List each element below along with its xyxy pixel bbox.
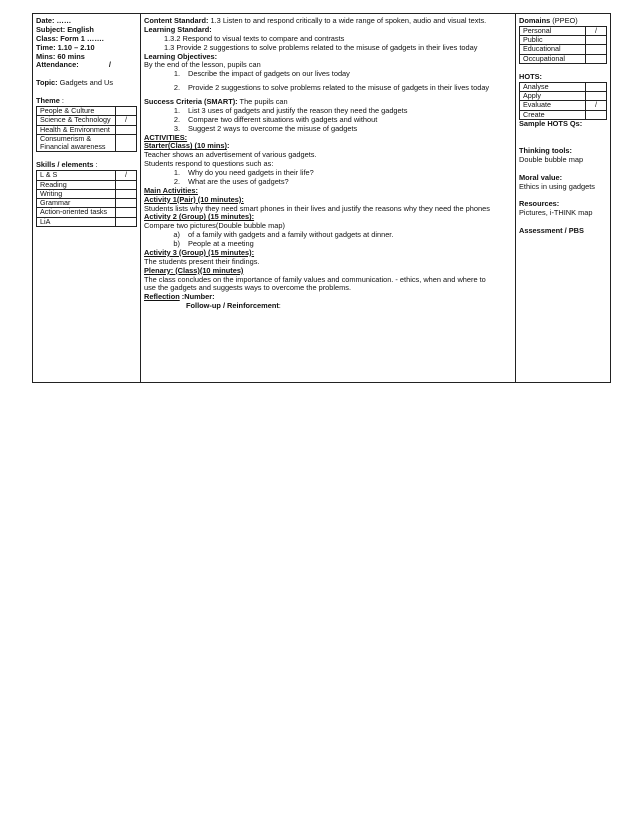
moral-value-label: Moral value: [519,172,563,182]
skills-label: Skills / elements [36,160,94,170]
activity-2-text: Compare two pictures(Double bubble map) [144,221,285,231]
activity-1-label: Activity 1(Pair) (10 minutes): [144,194,244,204]
list-number: 3. [173,123,180,133]
topic-field [36,79,137,88]
domains-label: Domains [519,16,551,25]
domains-heading [519,17,607,26]
list-text: People at a meeting [188,239,254,248]
starter-label: Starter(Class) (10 mins) [144,141,227,151]
list-item [144,125,512,134]
domains-sub: (PPEO) [550,16,578,25]
table-row [37,116,137,125]
domains-table [519,26,607,64]
hots-label-cell: Apply [520,92,586,101]
theme-label-cell: Consumerism & Financial awareness [37,134,116,152]
table-row [37,134,137,152]
left-column [33,14,141,382]
skill-tick-cell [116,208,137,217]
list-number: 2. [173,176,180,186]
table-row [37,171,137,180]
domain-label-cell: Occupational [520,54,586,63]
list-item [144,70,512,79]
domain-tick-cell: / [586,26,607,35]
learning-standard-2: 1.3 Provide 2 suggestions to solve problems related to the misuse of gadgets in their lives today [164,42,478,52]
thinking-tools-value: Double bubble map [519,154,584,164]
skill-label-cell: Grammar [37,199,116,208]
sample-hots: Sample HOTS Qs: [519,119,583,128]
skill-tick-cell [116,199,137,208]
table-row [37,208,137,217]
skill-label-cell: LiA [37,217,116,226]
table-row [37,125,137,134]
success-intro: The pupils can [237,97,288,106]
list-number: 2. [173,114,180,124]
theme-label: Theme [36,96,60,106]
reflection-label: Reflection [144,292,180,302]
list-text: Suggest 2 ways to overcome the misuse of gadgets [188,123,358,133]
domain-tick-cell [586,36,607,45]
list-text: Compare two different situations with gadgets and without [188,114,378,124]
starter-colon: : [226,141,230,151]
hots-table [519,82,607,120]
domain-label-cell: Public [520,36,586,45]
list-number: 1. [173,105,180,115]
resources-value: Pictures, i-THINK map [519,208,593,218]
theme-tick-cell [116,134,137,152]
table-row [520,101,607,110]
theme-label-cell: Health & Environment [37,125,116,134]
learning-standard-1: 1.3.2 Respond to visual texts to compare and contrasts [164,33,345,43]
topic-label: Topic: [36,78,58,88]
hots-label-cell: Create [520,110,586,119]
list-item [144,178,512,187]
hots-label: HOTS: [519,72,542,81]
content-standard-text: 1.3 Listen to and respond critically to a wide range of spoken, audio and visual texts. [208,16,487,25]
mins-field: Mins: 60 mins [36,51,85,61]
follow-up [144,302,512,311]
list-text: Why do you need gadgets in their life? [188,168,314,177]
activity-1-text: Students lists why they need smart phones in their lives and justify the reasons why they need the phones [144,203,490,213]
skill-tick-cell [116,217,137,226]
lesson-plan-table [32,13,611,383]
resources-label: Resources: [519,199,560,209]
content-standard-label: Content Standard: [144,16,209,25]
hots-label-cell: Evaluate [520,101,586,110]
list-number: 1. [173,168,180,177]
attendance-mark: / [108,60,111,70]
skill-tick-cell [116,189,137,198]
theme-tick-cell: / [116,116,137,125]
learning-standard-label: Learning Standard: [144,24,212,34]
list-number: 2. [173,83,180,93]
objectives-intro: By the end of the lesson, pupils can [144,60,261,70]
class-field: Class: Form 1 ……. [36,33,104,43]
attendance-field [36,61,137,70]
list-text: List 3 uses of gadgets and justify the reason they need the gadgets [188,105,408,115]
main-activities-label: Main Activities: [144,185,198,195]
list-number: a) [173,230,180,240]
success-label: Success Criteria (SMART): [144,97,238,106]
middle-column [141,14,516,382]
skills-table [36,170,137,227]
assessment-label: Assessment / PBS [519,226,584,236]
plenary-label: Plenary: (Class)(10 minutes) [144,265,244,275]
skill-label-cell: Action-oriented tasks [37,208,116,217]
skill-label-cell: L & S [37,171,116,180]
list-item [144,84,512,93]
skills-colon: : [93,160,98,170]
theme-colon: : [59,96,64,106]
domain-label-cell: Personal [520,26,586,35]
domain-label-cell: Educational [520,45,586,54]
list-text: of a family with gadgets and a family without gadgets at dinner. [188,230,394,240]
moral-value-text: Ethics in using gadgets [519,181,596,191]
list-text: What are the uses of gadgets? [188,176,289,186]
theme-label-cell: Science & Technology [37,116,116,125]
activities-label: ACTIVITIES: [144,132,188,142]
list-text: Describe the impact of gadgets on our lives today [188,69,350,79]
activity-2-label: Activity 2 (Group) (15 minutes): [144,212,255,222]
theme-tick-cell [116,125,137,134]
domain-tick-cell [586,45,607,54]
list-number: b) [173,239,180,248]
theme-label-cell: People & Culture [37,107,116,116]
skills-heading [36,161,137,170]
starter-text: Teacher shows an advertisement of various gadgets. [144,150,317,160]
reflection-rest: :Number: [179,292,215,302]
time-field: Time: 1.10 – 2.10 [36,42,95,52]
activity-3-text: The students present their findings. [144,256,260,266]
list-number: 1. [173,69,180,79]
skill-label-cell: Writing [37,189,116,198]
date-field: Date: …… [36,16,72,25]
skill-tick-cell [116,180,137,189]
plenary-text-2: use the gadgets and suggests ways to overcome the problems. [144,283,352,293]
skill-tick-cell: / [116,171,137,180]
followup-colon: : [278,301,281,311]
followup-label: Follow-up / Reinforcement [186,301,279,311]
starter-text-2: Students respond to questions such as: [144,159,274,169]
hots-tick-cell: / [586,101,607,110]
attendance-label: Attendance: [36,60,79,70]
topic-value: Gadgets and Us [57,78,114,88]
hots-label-cell: Analyse [520,82,586,91]
right-column [516,14,610,382]
activity-3-label: Activity 3 (Group) (15 minutes): [144,247,255,257]
table-row [37,180,137,189]
table-row [520,54,607,63]
theme-heading [36,97,137,106]
objectives-label: Learning Objectives: [144,51,218,61]
list-text: Provide 2 suggestions to solve problems related to the misuse of gadgets in their lives today [188,83,490,93]
thinking-tools-label: Thinking tools: [519,145,572,155]
table-row [37,217,137,226]
theme-table [36,106,137,152]
table-row [520,45,607,54]
skill-label-cell: Reading [37,180,116,189]
subject-field: Subject: English [36,24,94,34]
hots-tick-cell [586,110,607,119]
domain-tick-cell [586,54,607,63]
hots-tick-cell [586,82,607,91]
plenary-text-1: The class concludes on the importance of family values and communication. - ethics, when and where to [144,274,486,284]
